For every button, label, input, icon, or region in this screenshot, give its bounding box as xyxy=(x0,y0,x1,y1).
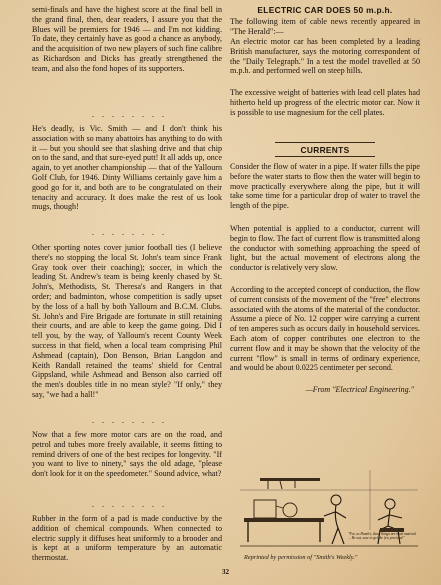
cable-news-intro: The following item of cable news recently appeared in "The Herald":— xyxy=(230,17,420,36)
conduction-paragraph: According to the accepted concept of conduction, the flow of current consists of the movement of the "free" electrons associated with the atoms of the material of the conductor. Assume a piece of No. 12 copper wire carrying a current of ten amperes such as occurs daily in household services. Each atom of copper contributes one electron to the current flow and it may be shown that the velocity of the current "flow" is small in terms of ordinary experience, and would be about 0.0225 centimeter per second. xyxy=(230,285,420,373)
rule-above-currents xyxy=(275,142,375,143)
page-number: 32 xyxy=(222,568,229,576)
potential-paragraph: When potential is applied to a conductor, current will begin to flow. The fact of current flow is transmitted along the conductor with something approaching the speed of light, but the actual movement of electrons along the conductor is relatively very slow. xyxy=(230,224,420,273)
sporting-notes-paragraph: Other sporting notes cover junior football ties (I believe there's no stopping the local St. John's team since Frank Gray took over their coaching); soccer, in which the leading St. Andrew's team is being keenly chased by St. John's, Methodists, St. Theresa's and Rangers in that order; and badminton, whose competition is sadly upset by the loss of a hall by both Yallourn and B.C.M. Clubs. St. John's and Fire Brigade are fortunate in still retaining their courts, and are able to keep the game going. Did I tell you, by the way, of Yallourn's recent County Week success in that field, when a local team comprising Phil Ashmead (captain), Don Benson, Brian Langdon and Keith Randall retained the teams' shield for Central Gippsland, while Ashmead and Benson also carried off the men's doubles title in no mean style? "If only," they say, "we had a hall!" xyxy=(32,243,222,399)
section-divider: . . . . . . . . xyxy=(92,110,167,119)
section-divider: . . . . . . . . xyxy=(92,228,167,237)
golf-paragraph: He's deadly, is Vic. Smith — and I don't think his association with so many abattoirs has anything to do with it — but you should see that slashing drive and that chip on to the sand, and that sure-eyed putt! It all adds up, once again, to yet another championship — that of the Yallourn Golf Club, for 1946. Dinty Williams certainly gave him a good go for it, and both are to be congratulated on their tenacity and accuracy. It does make the rest of us look mugs, though! xyxy=(32,124,222,212)
batteries-paragraph: The excessive weight of batteries with lead cell plates had hitherto held up progress of the electric motor car. Now it is possible to use magnesium for the cell plates. xyxy=(230,88,420,117)
section-divider: . . . . . . . . xyxy=(92,500,167,509)
section-divider: . . . . . . . . xyxy=(92,416,167,425)
cartoon-caption: "For, as Hamlet, these things are most material ... Be out, sure to get the few precious!" xyxy=(348,532,417,540)
rubber-pad-paragraph: Rubber in the form of a pad is made conductive by the addition of chemical compounds. When connected to electric supply it diffuses heat uniformly to a brooder and is kept at a uniform temperature by an automatic thermostat. xyxy=(32,514,222,563)
currents-heading: CURRENTS xyxy=(300,145,350,155)
motoring-paragraph: Now that a few more motor cars are on the road, and petrol and tubes more freely available, it seems fitting to remind drivers of one of the best recipes for longevity. "If you want to live to ninety," says the old adage, "please don't look for it on the speedometer." Sound advice, what? xyxy=(32,430,222,479)
electric-car-heading: ELECTRIC CAR DOES 50 m.p.h. xyxy=(257,5,393,15)
water-pipe-paragraph: Consider the flow of water in a pipe. If water fills the pipe before the water starts to flow then the water will begin to move practically everywhere along the pipe, but it will take some time for a particular drop of water to travel the length of the pipe. xyxy=(230,162,420,211)
workshop-cartoon-illustration xyxy=(240,470,418,550)
rule-below-currents xyxy=(275,156,375,157)
football-paragraph: semi-finals and have the highest score at the final bell in the grand final, then, dear readers, I assure you that the Blues will be premiers for 1946 — and I'm not kidding. To date, they certainly have as good a chance as anybody, and the acquisition of two new players of such fine calibre as Richardson and Dicks has greatly strengthened the team, and also the fond hopes of its supporters. xyxy=(32,5,222,73)
source-attribution: —From "Electrical Engineering." xyxy=(305,385,414,394)
electric-car-paragraph: An electric motor car has been completed by a leading British manufacturer, says the motoring correspondent of the "Daily Telegraph." In a test the model travelled at 50 m.p.h. and performed well on steep hills. xyxy=(230,37,420,76)
reprint-credit: Reprinted by permission of "Smith's Weekly." xyxy=(244,554,358,561)
